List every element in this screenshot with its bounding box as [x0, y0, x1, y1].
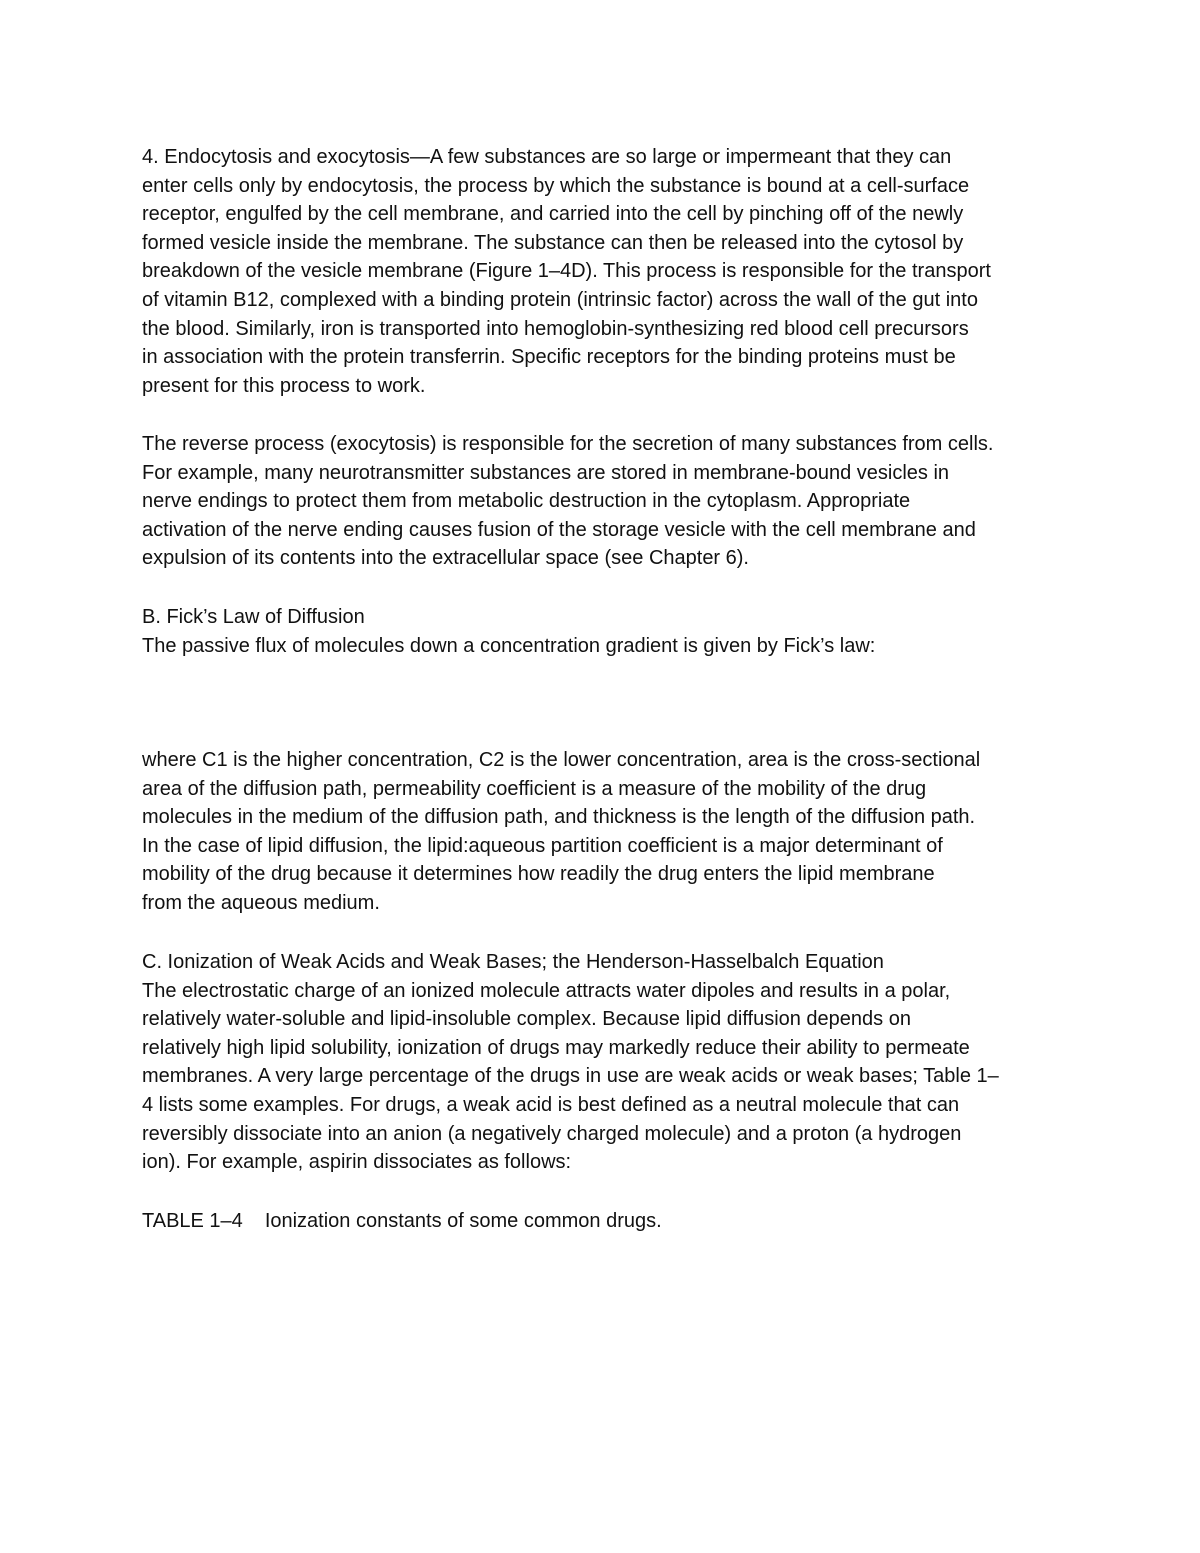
text-line: of vitamin B12, complexed with a binding protein (intrinsic factor) across the wall of the gut into: [142, 288, 978, 311]
section-fick-law: [142, 603, 1072, 660]
paragraph-endocytosis: [142, 143, 1072, 400]
text-line: The electrostatic charge of an ionized molecule attracts water dipoles and results in a polar,: [142, 979, 951, 1002]
text-line: present for this process to work.: [142, 374, 426, 397]
text-line: where C1 is the higher concentration, C2 is the lower concentration, area is the cross-sectional: [142, 749, 981, 771]
table-caption: [142, 1207, 1072, 1236]
text-line: nerve endings to protect them from metabolic destruction in the cytoplasm. Appropriate: [142, 490, 911, 513]
text-line: relatively high lipid solubility, ionization of drugs may markedly reduce their ability to permeate: [142, 1036, 970, 1059]
paragraph-fick-terms: [142, 746, 1072, 918]
text-line: membranes. A very large percentage of the drugs in use are weak acids or weak bases; Table 1–: [142, 1065, 999, 1088]
text-line: expulsion of its contents into the extracellular space (see Chapter 6).: [142, 547, 749, 570]
section-intro: The passive flux of molecules down a concentration gradient is given by Fick’s law:: [142, 634, 876, 657]
text-line: relatively water-soluble and lipid-insoluble complex. Because lipid diffusion depends on: [142, 1008, 911, 1031]
text-line: The reverse process (exocytosis) is responsible for the secretion of many substances from cells.: [142, 433, 994, 455]
text-line: activation of the nerve ending causes fusion of the storage vesicle with the cell membrane and: [142, 518, 976, 541]
section-ionization: [142, 948, 1072, 1177]
text-line: reversibly dissociate into an anion (a negatively charged molecule) and a proton (a hydrogen: [142, 1122, 962, 1145]
text-line: the blood. Similarly, iron is transported into hemoglobin-synthesizing red blood cell precursors: [142, 317, 969, 340]
text-line: receptor, engulfed by the cell membrane, and carried into the cell by pinching off of the newly: [142, 203, 964, 226]
text-line: 4 lists some examples. For drugs, a weak acid is best defined as a neutral molecule that can: [142, 1093, 960, 1116]
text-line: in association with the protein transferrin. Specific receptors for the binding proteins must be: [142, 346, 956, 369]
section-heading: C. Ionization of Weak Acids and Weak Bases; the Henderson-Hasselbalch Equation: [142, 951, 884, 973]
table-title: Ionization constants of some common drugs.: [264, 1210, 662, 1232]
text-line: ion). For example, aspirin dissociates as follows:: [142, 1151, 572, 1174]
text-line: molecules in the medium of the diffusion path, and thickness is the length of the diffusion path.: [142, 806, 976, 829]
text-line: 4. Endocytosis and exocytosis—A few substances are so large or impermeant that they can: [142, 146, 952, 168]
text-line: formed vesicle inside the membrane. The substance can then be released into the cytosol by: [142, 231, 964, 254]
table-caption-line: [142, 1207, 1072, 1236]
text-line: from the aqueous medium.: [142, 891, 380, 914]
text-line: enter cells only by endocytosis, the process by which the substance is bound at a cell-surface: [142, 174, 970, 197]
text-line: breakdown of the vesicle membrane (Figure 1–4D). This process is responsible for the transport: [142, 260, 991, 283]
section-heading: B. Fick’s Law of Diffusion: [142, 606, 365, 628]
text-line: In the case of lipid diffusion, the lipid:aqueous partition coefficient is a major determinant of: [142, 834, 943, 857]
text-line: For example, many neurotransmitter substances are stored in membrane-bound vesicles in: [142, 461, 950, 484]
paragraph-exocytosis: [142, 430, 1072, 573]
text-line: area of the diffusion path, permeability coefficient is a measure of the mobility of the drug: [142, 777, 927, 800]
table-label: TABLE 1–4: [142, 1210, 243, 1232]
text-line: mobility of the drug because it determines how readily the drug enters the lipid membrane: [142, 863, 935, 886]
